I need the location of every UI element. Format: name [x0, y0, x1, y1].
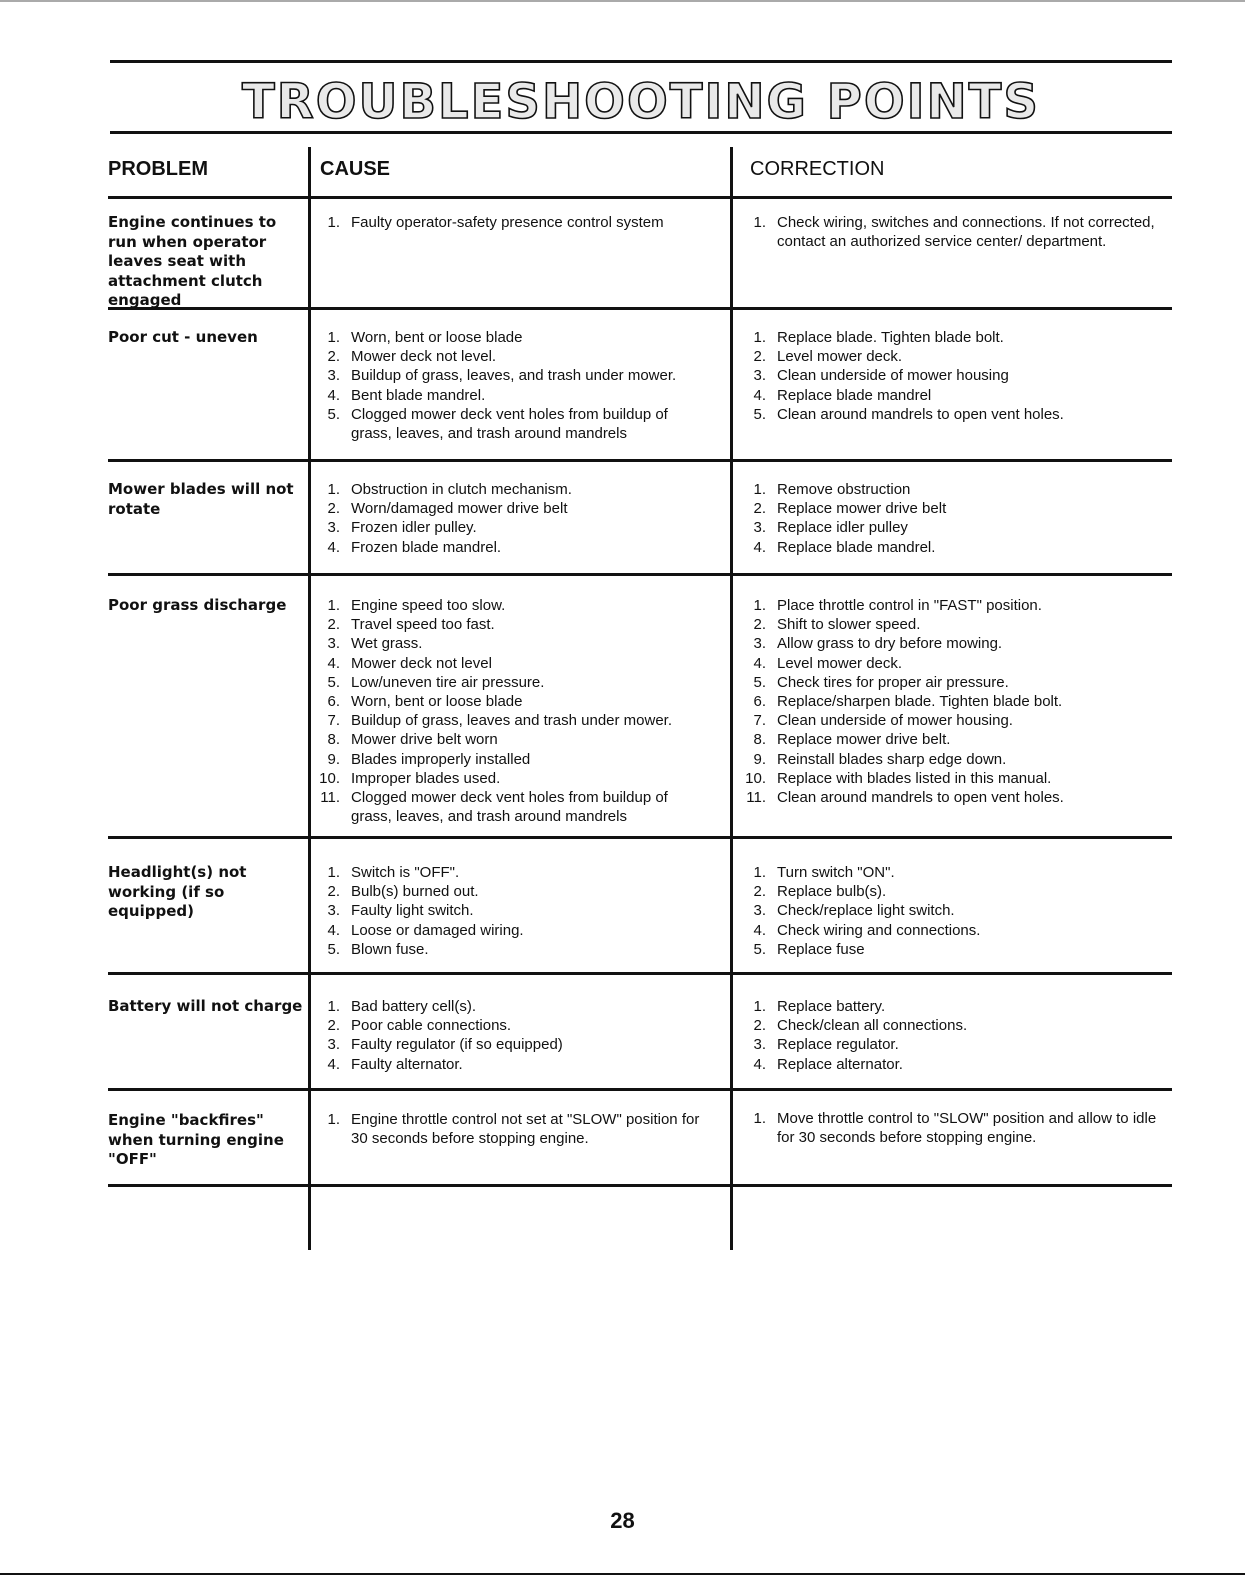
list-item	[744, 654, 1164, 673]
item-number: 9.	[327, 750, 340, 768]
list-item	[318, 499, 708, 518]
item-number: 4.	[327, 538, 340, 556]
list-item	[318, 1055, 708, 1074]
item-number: 2.	[327, 883, 340, 901]
item-text: Frozen idler pulley.	[351, 519, 477, 537]
problem-text: Engine "backfires" when turning engine "OFF"	[108, 1111, 284, 1168]
correction-list	[744, 596, 1164, 807]
list-item	[744, 863, 1164, 882]
item-text: Mower deck not level	[351, 654, 492, 672]
item-text: Check wiring, switches and connections. If not corrected, contact an authorized service center/ department.	[777, 214, 1155, 251]
row-divider	[108, 836, 1172, 839]
item-text: Travel speed too fast.	[351, 616, 495, 634]
title-bottom-rule	[110, 131, 1172, 134]
list-item	[318, 386, 708, 405]
item-number: 7.	[327, 712, 340, 730]
item-text: Clogged mower deck vent holes from buildup of grass, leaves, and trash around mandrels	[351, 405, 668, 443]
item-text: Clean around mandrels to open vent holes.	[777, 789, 1064, 807]
list-item	[318, 405, 708, 443]
item-text: Improper blades used.	[351, 769, 501, 787]
item-text: Replace blade mandrel.	[777, 538, 936, 556]
header-problem: PROBLEM	[108, 158, 208, 180]
item-text: Obstruction in clutch mechanism.	[351, 481, 572, 498]
item-text: Replace regulator.	[777, 1036, 899, 1054]
row-divider	[108, 1088, 1172, 1091]
item-number: 3.	[327, 1036, 340, 1054]
item-text: Replace mower drive belt.	[777, 731, 951, 749]
item-number: 2.	[753, 1017, 766, 1035]
item-number: 3.	[327, 902, 340, 920]
item-text: Replace with blades listed in this manual.	[777, 769, 1052, 787]
item-number: 2.	[327, 1017, 340, 1035]
list-item	[744, 480, 1164, 499]
list-item	[318, 1016, 708, 1035]
list-item	[318, 634, 708, 653]
list-item	[318, 518, 708, 537]
item-number: 1.	[753, 597, 766, 614]
item-number: 11.	[320, 789, 340, 807]
item-text: Bulb(s) burned out.	[351, 883, 479, 901]
item-text: Buildup of grass, leaves and trash under mower.	[351, 712, 673, 730]
item-number: 1.	[753, 998, 766, 1015]
item-text: Turn switch "ON".	[777, 864, 895, 881]
list-item	[318, 596, 708, 615]
list-item	[744, 769, 1164, 788]
item-number: 11.	[746, 789, 766, 807]
list-item	[744, 750, 1164, 769]
column-divider-1	[308, 147, 311, 1250]
item-text: Replace fuse	[777, 940, 865, 958]
list-item	[318, 788, 708, 826]
item-number: 6.	[327, 693, 340, 711]
item-number: 2.	[327, 348, 340, 366]
list-item	[318, 769, 708, 788]
item-number: 8.	[753, 731, 766, 749]
item-text: Check tires for proper air pressure.	[777, 673, 1009, 691]
item-number: 3.	[753, 519, 766, 537]
item-number: 6.	[753, 693, 766, 711]
list-item	[318, 328, 708, 347]
item-number: 9.	[753, 750, 766, 768]
list-item	[744, 940, 1164, 959]
row-divider	[108, 1184, 1172, 1187]
list-item	[744, 997, 1164, 1016]
row-divider	[108, 459, 1172, 462]
item-number: 1.	[753, 329, 766, 346]
item-number: 10.	[319, 769, 340, 787]
problem-text: Poor cut - uneven	[108, 328, 258, 346]
correction-list	[744, 480, 1164, 557]
item-text: Replace battery.	[777, 998, 886, 1015]
list-item	[318, 750, 708, 769]
problem-text: Mower blades will not rotate	[108, 480, 294, 518]
item-number: 4.	[753, 654, 766, 672]
item-number: 1.	[753, 214, 766, 231]
item-text: Switch is "OFF".	[351, 864, 460, 881]
item-number: 1.	[753, 1110, 766, 1127]
item-number: 4.	[753, 538, 766, 556]
item-text: Move throttle control to "SLOW" position and allow to idle for 30 seconds before stopping engine.	[777, 1110, 1157, 1147]
item-number: 8.	[327, 731, 340, 749]
list-item	[318, 711, 708, 730]
item-number: 5.	[753, 405, 766, 423]
cause-list	[318, 213, 708, 232]
item-text: Replace bulb(s).	[777, 883, 887, 901]
problem-text: Engine continues to run when operator leaves seat with attachment clutch engaged	[108, 213, 277, 309]
correction-list	[744, 863, 1164, 959]
item-text: Replace alternator.	[777, 1055, 903, 1073]
item-text: Wet grass.	[351, 635, 423, 653]
item-text: Mower deck not level.	[351, 348, 497, 366]
list-item	[744, 673, 1164, 692]
item-number: 2.	[753, 348, 766, 366]
list-item	[318, 1035, 708, 1054]
item-number: 2.	[753, 883, 766, 901]
cause-list	[318, 1110, 708, 1148]
list-item	[318, 901, 708, 920]
item-number: 1.	[327, 998, 340, 1015]
list-item	[744, 538, 1164, 557]
header-correction: CORRECTION	[750, 158, 885, 180]
list-item	[744, 1016, 1164, 1035]
row-divider	[108, 972, 1172, 975]
cause-list	[318, 863, 708, 959]
item-number: 4.	[753, 386, 766, 404]
item-text: Engine speed too slow.	[351, 597, 506, 614]
problem-text: Headlight(s) not working (if so equipped)	[108, 863, 247, 920]
list-item	[744, 901, 1164, 920]
item-text: Poor cable connections.	[351, 1017, 512, 1035]
item-number: 2.	[327, 616, 340, 634]
list-item	[744, 711, 1164, 730]
item-number: 3.	[327, 635, 340, 653]
item-text: Level mower deck.	[777, 348, 903, 366]
item-number: 5.	[327, 405, 340, 423]
list-item	[744, 788, 1164, 807]
list-item	[744, 615, 1164, 634]
item-text: Engine throttle control not set at "SLOW" position for 30 seconds before stopping engine.	[351, 1111, 700, 1148]
item-text: Worn, bent or loose blade	[351, 693, 523, 711]
item-text: Replace blade. Tighten blade bolt.	[777, 329, 1004, 346]
list-item	[744, 1109, 1164, 1147]
item-number: 2.	[753, 616, 766, 634]
correction-list	[744, 328, 1164, 424]
list-item	[744, 366, 1164, 385]
list-item	[744, 499, 1164, 518]
title-top-rule	[110, 60, 1172, 63]
page-title: TROUBLESHOOTING POINTS	[241, 74, 1040, 130]
item-number: 1.	[327, 864, 340, 881]
item-text: Replace idler pulley	[777, 519, 908, 537]
item-text: Place throttle control in "FAST" position.	[777, 597, 1042, 614]
item-text: Shift to slower speed.	[777, 616, 921, 634]
correction-list	[744, 997, 1164, 1074]
item-number: 4.	[753, 1055, 766, 1073]
item-number: 3.	[327, 519, 340, 537]
page-number: 28	[610, 1508, 635, 1533]
item-number: 3.	[327, 367, 340, 385]
problem-text: Poor grass discharge	[108, 596, 287, 614]
item-number: 1.	[327, 329, 340, 346]
item-text: Faulty operator-safety presence control system	[351, 214, 664, 231]
item-number: 5.	[753, 940, 766, 958]
page-bottom-rule	[0, 1573, 1245, 1575]
item-text: Replace/sharpen blade. Tighten blade bolt.	[777, 693, 1063, 711]
item-text: Bad battery cell(s).	[351, 998, 477, 1015]
item-text: Clean underside of mower housing.	[777, 712, 1013, 730]
list-item	[744, 1055, 1164, 1074]
item-text: Frozen blade mandrel.	[351, 538, 502, 556]
item-number: 1.	[327, 1111, 340, 1128]
item-number: 3.	[753, 635, 766, 653]
cause-list	[318, 328, 708, 443]
list-item	[318, 997, 708, 1016]
list-item	[744, 596, 1164, 615]
item-text: Worn/damaged mower drive belt	[351, 500, 568, 518]
item-number: 4.	[327, 921, 340, 939]
list-item	[318, 692, 708, 711]
item-number: 3.	[753, 367, 766, 385]
list-item	[744, 921, 1164, 940]
item-text: Blown fuse.	[351, 940, 429, 958]
list-item	[318, 213, 708, 232]
item-number: 7.	[753, 712, 766, 730]
item-text: Low/uneven tire air pressure.	[351, 673, 545, 691]
list-item	[318, 538, 708, 557]
scan-edge	[0, 0, 1245, 2]
item-text: Clean around mandrels to open vent holes.	[777, 405, 1064, 423]
item-number: 1.	[753, 481, 766, 498]
list-item	[744, 328, 1164, 347]
item-text: Replace blade mandrel	[777, 386, 932, 404]
list-item	[744, 518, 1164, 537]
item-text: Reinstall blades sharp edge down.	[777, 750, 1007, 768]
list-item	[318, 730, 708, 749]
item-text: Buildup of grass, leaves, and trash under mower.	[351, 367, 677, 385]
item-text: Mower drive belt worn	[351, 731, 498, 749]
cause-list	[318, 480, 708, 557]
item-number: 4.	[327, 386, 340, 404]
item-number: 10.	[745, 769, 766, 787]
item-number: 5.	[753, 673, 766, 691]
list-item	[744, 882, 1164, 901]
list-item	[318, 347, 708, 366]
item-text: Loose or damaged wiring.	[351, 921, 524, 939]
item-number: 5.	[327, 673, 340, 691]
list-item	[318, 940, 708, 959]
item-number: 1.	[327, 597, 340, 614]
correction-list	[744, 213, 1164, 251]
list-item	[318, 882, 708, 901]
item-text: Allow grass to dry before mowing.	[777, 635, 1003, 653]
row-divider	[108, 573, 1172, 576]
cause-list	[318, 997, 708, 1074]
item-text: Level mower deck.	[777, 654, 903, 672]
item-text: Blades improperly installed	[351, 750, 531, 768]
item-number: 2.	[753, 500, 766, 518]
list-item	[318, 673, 708, 692]
item-number: 2.	[327, 500, 340, 518]
list-item	[744, 386, 1164, 405]
list-item	[318, 615, 708, 634]
item-text: Faulty alternator.	[351, 1055, 463, 1073]
list-item	[744, 730, 1164, 749]
item-text: Remove obstruction	[777, 481, 911, 498]
item-number: 3.	[753, 902, 766, 920]
header-cause: CAUSE	[320, 158, 391, 180]
list-item	[744, 347, 1164, 366]
list-item	[318, 480, 708, 499]
item-text: Faulty light switch.	[351, 902, 474, 920]
item-text: Clogged mower deck vent holes from buildup of grass, leaves, and trash around mandrels	[351, 789, 668, 826]
item-number: 4.	[327, 654, 340, 672]
item-number: 1.	[327, 481, 340, 498]
item-text: Check/replace light switch.	[777, 902, 955, 920]
item-text: Check wiring and connections.	[777, 921, 981, 939]
item-number: 4.	[753, 921, 766, 939]
item-number: 4.	[327, 1055, 340, 1073]
problem-text: Battery will not charge	[108, 997, 303, 1015]
list-item	[744, 405, 1164, 424]
cause-list	[318, 596, 708, 826]
list-item	[318, 863, 708, 882]
item-number: 1.	[327, 214, 340, 231]
item-number: 1.	[753, 864, 766, 881]
item-text: Faulty regulator (if so equipped)	[351, 1036, 563, 1054]
list-item	[318, 366, 708, 385]
item-number: 5.	[327, 940, 340, 958]
item-text: Clean underside of mower housing	[777, 367, 1009, 385]
list-item	[318, 654, 708, 673]
item-number: 3.	[753, 1036, 766, 1054]
list-item	[744, 1035, 1164, 1054]
list-item	[318, 921, 708, 940]
list-item	[318, 1110, 708, 1148]
item-text: Worn, bent or loose blade	[351, 329, 523, 346]
list-item	[744, 634, 1164, 653]
item-text: Bent blade mandrel.	[351, 386, 486, 404]
list-item	[744, 692, 1164, 711]
column-divider-2	[730, 147, 733, 1250]
item-text: Check/clean all connections.	[777, 1017, 968, 1035]
list-item	[744, 213, 1164, 251]
row-divider	[108, 196, 1172, 199]
correction-list	[744, 1109, 1164, 1147]
item-text: Replace mower drive belt	[777, 500, 947, 518]
